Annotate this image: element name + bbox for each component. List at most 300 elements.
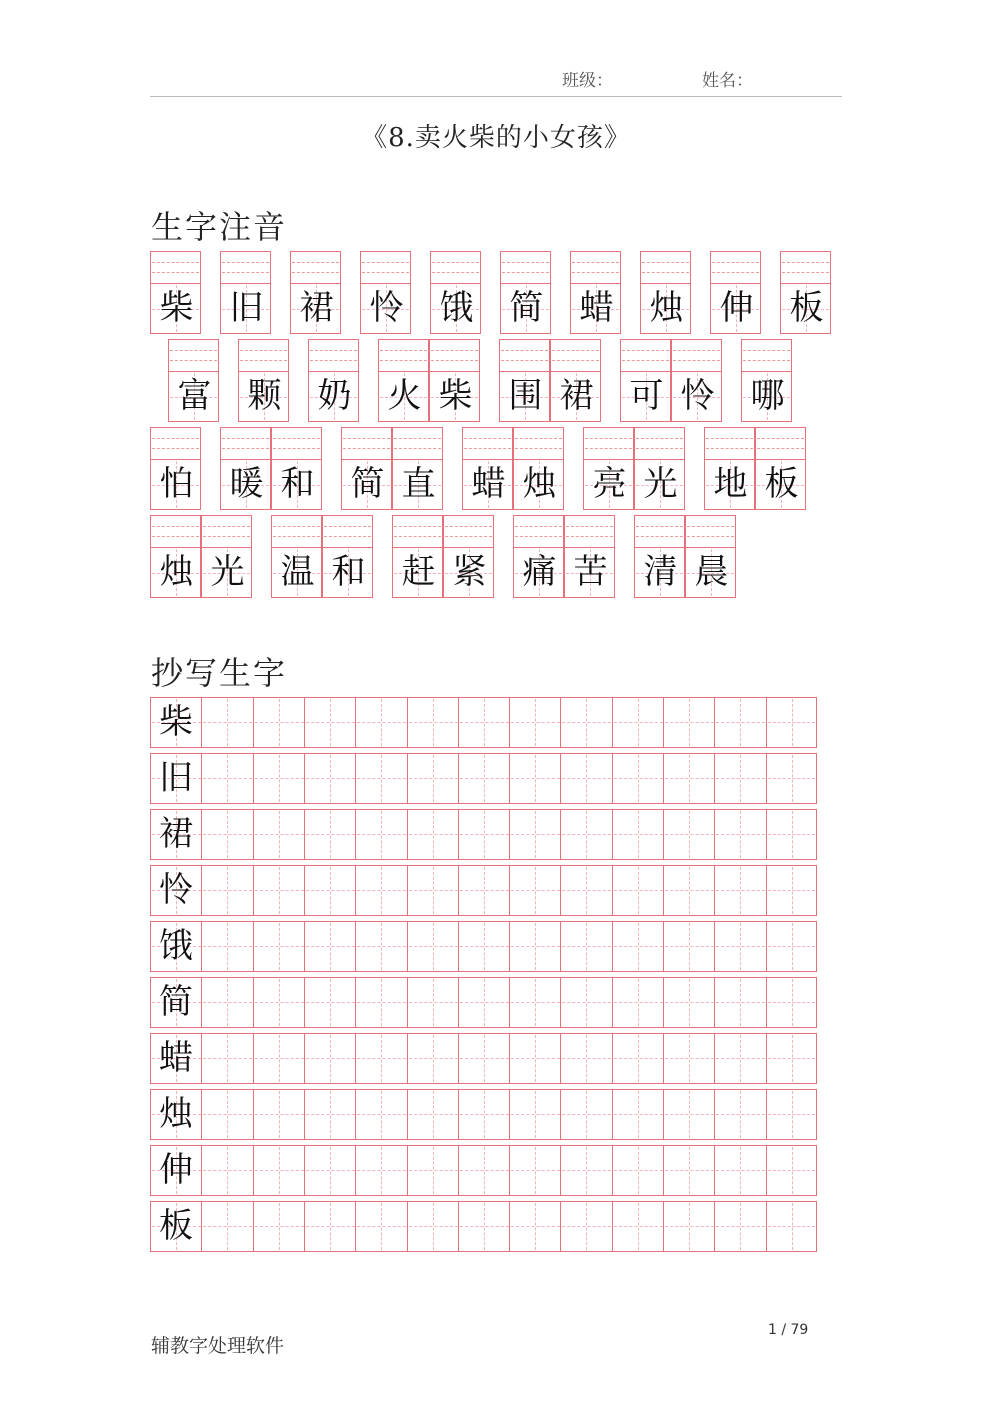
character-box xyxy=(755,459,806,510)
phonetic-cell xyxy=(780,251,831,334)
character-box xyxy=(500,283,551,334)
practice-cell[interactable] xyxy=(458,697,510,748)
practice-cell[interactable] xyxy=(560,697,612,748)
phonetic-cell xyxy=(564,515,615,598)
hanzi-character: 怜 xyxy=(680,376,715,416)
practice-cell[interactable] xyxy=(714,1033,766,1084)
practice-cell[interactable] xyxy=(612,865,664,916)
pinyin-writing-line[interactable] xyxy=(201,515,252,548)
character-box xyxy=(634,459,685,510)
practice-cell[interactable] xyxy=(201,1089,253,1140)
pinyin-writing-line[interactable] xyxy=(462,427,513,460)
practice-cell[interactable] xyxy=(407,1201,459,1252)
practice-cell[interactable] xyxy=(560,977,612,1028)
practice-cell[interactable] xyxy=(304,809,356,860)
phonetic-word-box xyxy=(513,515,615,598)
pinyin-writing-line[interactable] xyxy=(513,515,564,548)
practice-cell[interactable] xyxy=(253,809,305,860)
phonetic-cell xyxy=(220,427,271,510)
practice-cell[interactable] xyxy=(458,865,510,916)
practice-cell[interactable] xyxy=(253,865,305,916)
practice-cell[interactable] xyxy=(355,697,407,748)
pinyin-writing-line[interactable] xyxy=(564,515,615,548)
pinyin-writing-line[interactable] xyxy=(640,251,691,284)
practice-cell[interactable] xyxy=(201,1033,253,1084)
practice-cell[interactable] xyxy=(612,977,664,1028)
practice-cell[interactable] xyxy=(355,753,407,804)
practice-cell[interactable] xyxy=(612,1145,664,1196)
pinyin-writing-line[interactable] xyxy=(392,515,443,548)
character-box xyxy=(308,371,359,422)
phonetic-cell xyxy=(443,515,494,598)
practice-cell[interactable] xyxy=(201,1201,253,1252)
model-character: 蜡 xyxy=(159,1038,193,1078)
character-box xyxy=(685,547,736,598)
practice-cell[interactable] xyxy=(407,697,459,748)
character-box xyxy=(430,283,481,334)
pinyin-writing-line[interactable] xyxy=(271,427,322,460)
practice-cell[interactable] xyxy=(355,921,407,972)
character-box xyxy=(443,547,494,598)
practice-cell[interactable] xyxy=(304,1089,356,1140)
footer-software: 辅教字处理软件 xyxy=(151,1335,285,1357)
hanzi-character: 和 xyxy=(280,464,315,504)
hanzi-character: 板 xyxy=(764,464,799,504)
hanzi-character: 蜡 xyxy=(579,288,614,328)
hanzi-character: 裙 xyxy=(299,288,334,328)
practice-cell[interactable] xyxy=(612,1089,664,1140)
practice-cell[interactable] xyxy=(458,921,510,972)
phonetic-word-box xyxy=(430,251,481,334)
hanzi-character: 苦 xyxy=(573,552,608,592)
practice-cell[interactable] xyxy=(560,1145,612,1196)
practice-cell[interactable] xyxy=(509,1033,561,1084)
practice-cell[interactable] xyxy=(714,753,766,804)
phonetic-word-box xyxy=(150,251,201,334)
hanzi-character: 紧 xyxy=(452,552,487,592)
character-box xyxy=(271,459,322,510)
pinyin-writing-line[interactable] xyxy=(443,515,494,548)
model-character-cell xyxy=(150,921,202,972)
phonetic-word-box xyxy=(620,339,722,422)
pinyin-writing-line[interactable] xyxy=(755,427,806,460)
practice-cell[interactable] xyxy=(663,753,715,804)
phonetic-cell xyxy=(392,515,443,598)
phonetic-cell xyxy=(755,427,806,510)
model-character: 板 xyxy=(159,1206,193,1246)
phonetic-word-box xyxy=(271,515,373,598)
pinyin-writing-line[interactable] xyxy=(308,339,359,372)
phonetic-cell xyxy=(671,339,722,422)
practice-cell[interactable] xyxy=(253,977,305,1028)
practice-cell[interactable] xyxy=(714,865,766,916)
practice-cell[interactable] xyxy=(355,977,407,1028)
phonetic-word-box xyxy=(780,251,831,334)
section-title-copy: 抄写生字 xyxy=(151,654,288,692)
character-box xyxy=(341,459,392,510)
model-character: 怜 xyxy=(159,870,193,910)
practice-cell[interactable] xyxy=(560,809,612,860)
practice-cell[interactable] xyxy=(509,865,561,916)
practice-cell[interactable] xyxy=(458,1089,510,1140)
hanzi-character: 晨 xyxy=(694,552,729,592)
hanzi-character: 光 xyxy=(643,464,678,504)
practice-cell[interactable] xyxy=(407,753,459,804)
pinyin-writing-line[interactable] xyxy=(550,339,601,372)
phonetic-cell xyxy=(570,251,621,334)
phonetic-cell xyxy=(201,515,252,598)
phonetic-cell xyxy=(150,427,201,510)
practice-cell[interactable] xyxy=(663,921,715,972)
character-box xyxy=(741,371,792,422)
pinyin-writing-line[interactable] xyxy=(430,251,481,284)
practice-cell[interactable] xyxy=(663,865,715,916)
practice-cell[interactable] xyxy=(304,1201,356,1252)
practice-cell[interactable] xyxy=(663,697,715,748)
practice-cell[interactable] xyxy=(407,1033,459,1084)
pinyin-writing-line[interactable] xyxy=(710,251,761,284)
practice-cell[interactable] xyxy=(458,753,510,804)
pinyin-writing-line[interactable] xyxy=(238,339,289,372)
practice-cell[interactable] xyxy=(407,809,459,860)
character-box xyxy=(513,459,564,510)
practice-cell[interactable] xyxy=(714,697,766,748)
character-box xyxy=(634,547,685,598)
practice-cell[interactable] xyxy=(355,1089,407,1140)
practice-cell[interactable] xyxy=(560,1033,612,1084)
practice-cell[interactable] xyxy=(612,753,664,804)
hanzi-character: 烛 xyxy=(522,464,557,504)
hanzi-character: 蜡 xyxy=(471,464,506,504)
pinyin-writing-line[interactable] xyxy=(150,427,201,460)
practice-cell[interactable] xyxy=(304,697,356,748)
phonetic-cell xyxy=(220,251,271,334)
model-character: 裙 xyxy=(159,814,193,854)
pinyin-writing-line[interactable] xyxy=(704,427,755,460)
practice-cell[interactable] xyxy=(509,977,561,1028)
practice-cell[interactable] xyxy=(458,1201,510,1252)
practice-cell[interactable] xyxy=(560,753,612,804)
practice-cell[interactable] xyxy=(766,1089,817,1140)
pinyin-writing-line[interactable] xyxy=(429,339,480,372)
practice-cell[interactable] xyxy=(663,977,715,1028)
model-character-cell xyxy=(150,697,202,748)
pinyin-writing-line[interactable] xyxy=(220,251,271,284)
practice-cell[interactable] xyxy=(201,697,253,748)
section-title-phonetic: 生字注音 xyxy=(151,208,288,246)
practice-cell[interactable] xyxy=(560,1089,612,1140)
pinyin-writing-line[interactable] xyxy=(780,251,831,284)
phonetic-cell xyxy=(429,339,480,422)
practice-cell[interactable] xyxy=(458,1033,510,1084)
practice-cell[interactable] xyxy=(766,1145,817,1196)
pinyin-writing-line[interactable] xyxy=(583,427,634,460)
practice-cell[interactable] xyxy=(766,809,817,860)
hanzi-character: 简 xyxy=(350,464,385,504)
practice-cell[interactable] xyxy=(612,1201,664,1252)
practice-cell[interactable] xyxy=(509,753,561,804)
phonetic-word-box xyxy=(150,515,252,598)
pinyin-writing-line[interactable] xyxy=(513,427,564,460)
pinyin-writing-line[interactable] xyxy=(341,427,392,460)
phonetic-cell xyxy=(499,339,550,422)
practice-cell[interactable] xyxy=(253,697,305,748)
practice-cell[interactable] xyxy=(766,977,817,1028)
model-character-cell xyxy=(150,1201,202,1252)
model-character: 伸 xyxy=(159,1150,193,1190)
phonetic-word-box xyxy=(238,339,289,422)
practice-cell[interactable] xyxy=(612,697,664,748)
practice-cell[interactable] xyxy=(509,921,561,972)
phonetic-word-box xyxy=(583,427,685,510)
pinyin-writing-line[interactable] xyxy=(392,427,443,460)
phonetic-cell xyxy=(550,339,601,422)
pinyin-writing-line[interactable] xyxy=(360,251,411,284)
practice-cell[interactable] xyxy=(304,921,356,972)
practice-row xyxy=(150,921,817,972)
practice-row xyxy=(150,1033,817,1084)
practice-cell[interactable] xyxy=(253,1145,305,1196)
practice-cell[interactable] xyxy=(663,1033,715,1084)
phonetic-word-box xyxy=(640,251,691,334)
practice-cell[interactable] xyxy=(304,1145,356,1196)
phonetic-word-box xyxy=(570,251,621,334)
practice-cell[interactable] xyxy=(612,1033,664,1084)
phonetic-cell xyxy=(322,515,373,598)
phonetic-word-box xyxy=(710,251,761,334)
practice-cell[interactable] xyxy=(714,809,766,860)
practice-cell[interactable] xyxy=(304,865,356,916)
practice-cell[interactable] xyxy=(407,977,459,1028)
practice-row xyxy=(150,977,817,1028)
practice-cell[interactable] xyxy=(766,753,817,804)
practice-cell[interactable] xyxy=(304,1033,356,1084)
model-character-cell xyxy=(150,753,202,804)
phonetic-word-box xyxy=(741,339,792,422)
practice-cell[interactable] xyxy=(355,1033,407,1084)
phonetic-cell xyxy=(341,427,392,510)
practice-cell[interactable] xyxy=(458,1145,510,1196)
practice-cell[interactable] xyxy=(663,1089,715,1140)
character-box xyxy=(150,459,201,510)
phonetic-cell xyxy=(430,251,481,334)
hanzi-character: 清 xyxy=(643,552,678,592)
phonetic-cell xyxy=(620,339,671,422)
character-box xyxy=(378,371,429,422)
practice-cell[interactable] xyxy=(253,1089,305,1140)
model-character: 烛 xyxy=(159,1094,193,1134)
practice-row xyxy=(150,1201,817,1252)
pinyin-writing-line[interactable] xyxy=(741,339,792,372)
model-character-cell xyxy=(150,1145,202,1196)
pinyin-writing-line[interactable] xyxy=(378,339,429,372)
hanzi-character: 板 xyxy=(789,288,824,328)
character-box xyxy=(150,547,201,598)
pinyin-writing-line[interactable] xyxy=(634,427,685,460)
practice-cell[interactable] xyxy=(355,1145,407,1196)
pinyin-writing-line[interactable] xyxy=(570,251,621,284)
practice-cell[interactable] xyxy=(663,1145,715,1196)
practice-cell[interactable] xyxy=(612,809,664,860)
practice-cell[interactable] xyxy=(407,865,459,916)
practice-cell[interactable] xyxy=(253,921,305,972)
hanzi-character: 颗 xyxy=(247,376,282,416)
practice-cell[interactable] xyxy=(714,921,766,972)
practice-cell[interactable] xyxy=(355,809,407,860)
practice-cell[interactable] xyxy=(407,921,459,972)
hanzi-character: 烛 xyxy=(649,288,684,328)
pinyin-writing-line[interactable] xyxy=(500,251,551,284)
practice-row xyxy=(150,1145,817,1196)
practice-cell[interactable] xyxy=(509,697,561,748)
pinyin-writing-line[interactable] xyxy=(168,339,219,372)
hanzi-character: 简 xyxy=(509,288,544,328)
practice-cell[interactable] xyxy=(766,697,817,748)
practice-cell[interactable] xyxy=(560,865,612,916)
pinyin-writing-line[interactable] xyxy=(150,515,201,548)
phonetic-cell xyxy=(392,427,443,510)
character-box xyxy=(201,547,252,598)
character-box xyxy=(290,283,341,334)
character-box xyxy=(220,459,271,510)
model-character-cell xyxy=(150,1089,202,1140)
practice-cell[interactable] xyxy=(714,977,766,1028)
phonetic-cell xyxy=(462,427,513,510)
page-title: 《8.卖火柴的小女孩》 xyxy=(361,123,631,153)
pinyin-writing-line[interactable] xyxy=(322,515,373,548)
practice-cell[interactable] xyxy=(458,977,510,1028)
pinyin-writing-line[interactable] xyxy=(685,515,736,548)
practice-cell[interactable] xyxy=(253,1033,305,1084)
practice-cell[interactable] xyxy=(458,809,510,860)
practice-cell[interactable] xyxy=(766,1201,817,1252)
hanzi-character: 火 xyxy=(387,376,422,416)
character-box xyxy=(640,283,691,334)
practice-cell[interactable] xyxy=(304,753,356,804)
pinyin-writing-line[interactable] xyxy=(620,339,671,372)
practice-cell[interactable] xyxy=(509,1145,561,1196)
practice-cell[interactable] xyxy=(663,1201,715,1252)
practice-cell[interactable] xyxy=(663,809,715,860)
practice-cell[interactable] xyxy=(509,1201,561,1252)
hanzi-character: 围 xyxy=(508,376,543,416)
phonetic-word-box xyxy=(290,251,341,334)
phonetic-cell xyxy=(634,515,685,598)
practice-cell[interactable] xyxy=(201,1145,253,1196)
practice-cell[interactable] xyxy=(253,753,305,804)
pinyin-writing-line[interactable] xyxy=(290,251,341,284)
phonetic-cell xyxy=(685,515,736,598)
character-box xyxy=(570,283,621,334)
phonetic-word-box xyxy=(220,427,322,510)
practice-cell[interactable] xyxy=(355,1201,407,1252)
practice-cell[interactable] xyxy=(766,865,817,916)
character-box xyxy=(429,371,480,422)
practice-cell[interactable] xyxy=(201,809,253,860)
practice-cell[interactable] xyxy=(509,1089,561,1140)
phonetic-cell xyxy=(271,427,322,510)
practice-cell[interactable] xyxy=(304,977,356,1028)
practice-cell[interactable] xyxy=(253,1201,305,1252)
page-number: 1 / 79 xyxy=(768,1322,809,1338)
character-box xyxy=(704,459,755,510)
practice-row xyxy=(150,1089,817,1140)
character-box xyxy=(238,371,289,422)
phonetic-word-box xyxy=(308,339,359,422)
character-box xyxy=(392,459,443,510)
class-label: 班级： xyxy=(562,71,613,91)
phonetic-cell xyxy=(500,251,551,334)
phonetic-cell xyxy=(513,427,564,510)
character-box xyxy=(710,283,761,334)
phonetic-word-box xyxy=(462,427,564,510)
practice-cell[interactable] xyxy=(714,1145,766,1196)
character-box xyxy=(513,547,564,598)
phonetic-cell xyxy=(710,251,761,334)
pinyin-writing-line[interactable] xyxy=(150,251,201,284)
practice-cell[interactable] xyxy=(766,921,817,972)
character-box xyxy=(620,371,671,422)
character-box xyxy=(168,371,219,422)
model-character-cell xyxy=(150,809,202,860)
character-box xyxy=(271,547,322,598)
pinyin-writing-line[interactable] xyxy=(671,339,722,372)
phonetic-cell xyxy=(634,427,685,510)
practice-cell[interactable] xyxy=(509,809,561,860)
model-character: 简 xyxy=(159,982,193,1022)
practice-cell[interactable] xyxy=(201,753,253,804)
character-box xyxy=(583,459,634,510)
hanzi-character: 旧 xyxy=(229,288,264,328)
practice-cell[interactable] xyxy=(355,865,407,916)
phonetic-word-box xyxy=(168,339,219,422)
hanzi-character: 可 xyxy=(629,376,664,416)
hanzi-character: 裙 xyxy=(559,376,594,416)
phonetic-cell xyxy=(168,339,219,422)
phonetic-cell xyxy=(271,515,322,598)
pinyin-writing-line[interactable] xyxy=(634,515,685,548)
phonetic-cell xyxy=(741,339,792,422)
phonetic-word-box xyxy=(500,251,551,334)
practice-cell[interactable] xyxy=(407,1145,459,1196)
practice-cell[interactable] xyxy=(560,921,612,972)
pinyin-writing-line[interactable] xyxy=(220,427,271,460)
pinyin-writing-line[interactable] xyxy=(499,339,550,372)
hanzi-character: 直 xyxy=(401,464,436,504)
practice-cell[interactable] xyxy=(201,865,253,916)
practice-row xyxy=(150,809,817,860)
practice-cell[interactable] xyxy=(766,1033,817,1084)
character-box xyxy=(564,547,615,598)
practice-cell[interactable] xyxy=(612,921,664,972)
phonetic-cell xyxy=(290,251,341,334)
header-divider xyxy=(150,96,842,97)
hanzi-character: 和 xyxy=(331,552,366,592)
practice-cell[interactable] xyxy=(714,1089,766,1140)
model-character: 柴 xyxy=(159,702,193,742)
practice-cell[interactable] xyxy=(201,977,253,1028)
practice-cell[interactable] xyxy=(560,1201,612,1252)
character-box xyxy=(220,283,271,334)
practice-cell[interactable] xyxy=(407,1089,459,1140)
pinyin-writing-line[interactable] xyxy=(271,515,322,548)
model-character-cell xyxy=(150,1033,202,1084)
practice-cell[interactable] xyxy=(714,1201,766,1252)
practice-cell[interactable] xyxy=(201,921,253,972)
phonetic-cell xyxy=(308,339,359,422)
hanzi-character: 饿 xyxy=(439,288,474,328)
phonetic-cell xyxy=(238,339,289,422)
